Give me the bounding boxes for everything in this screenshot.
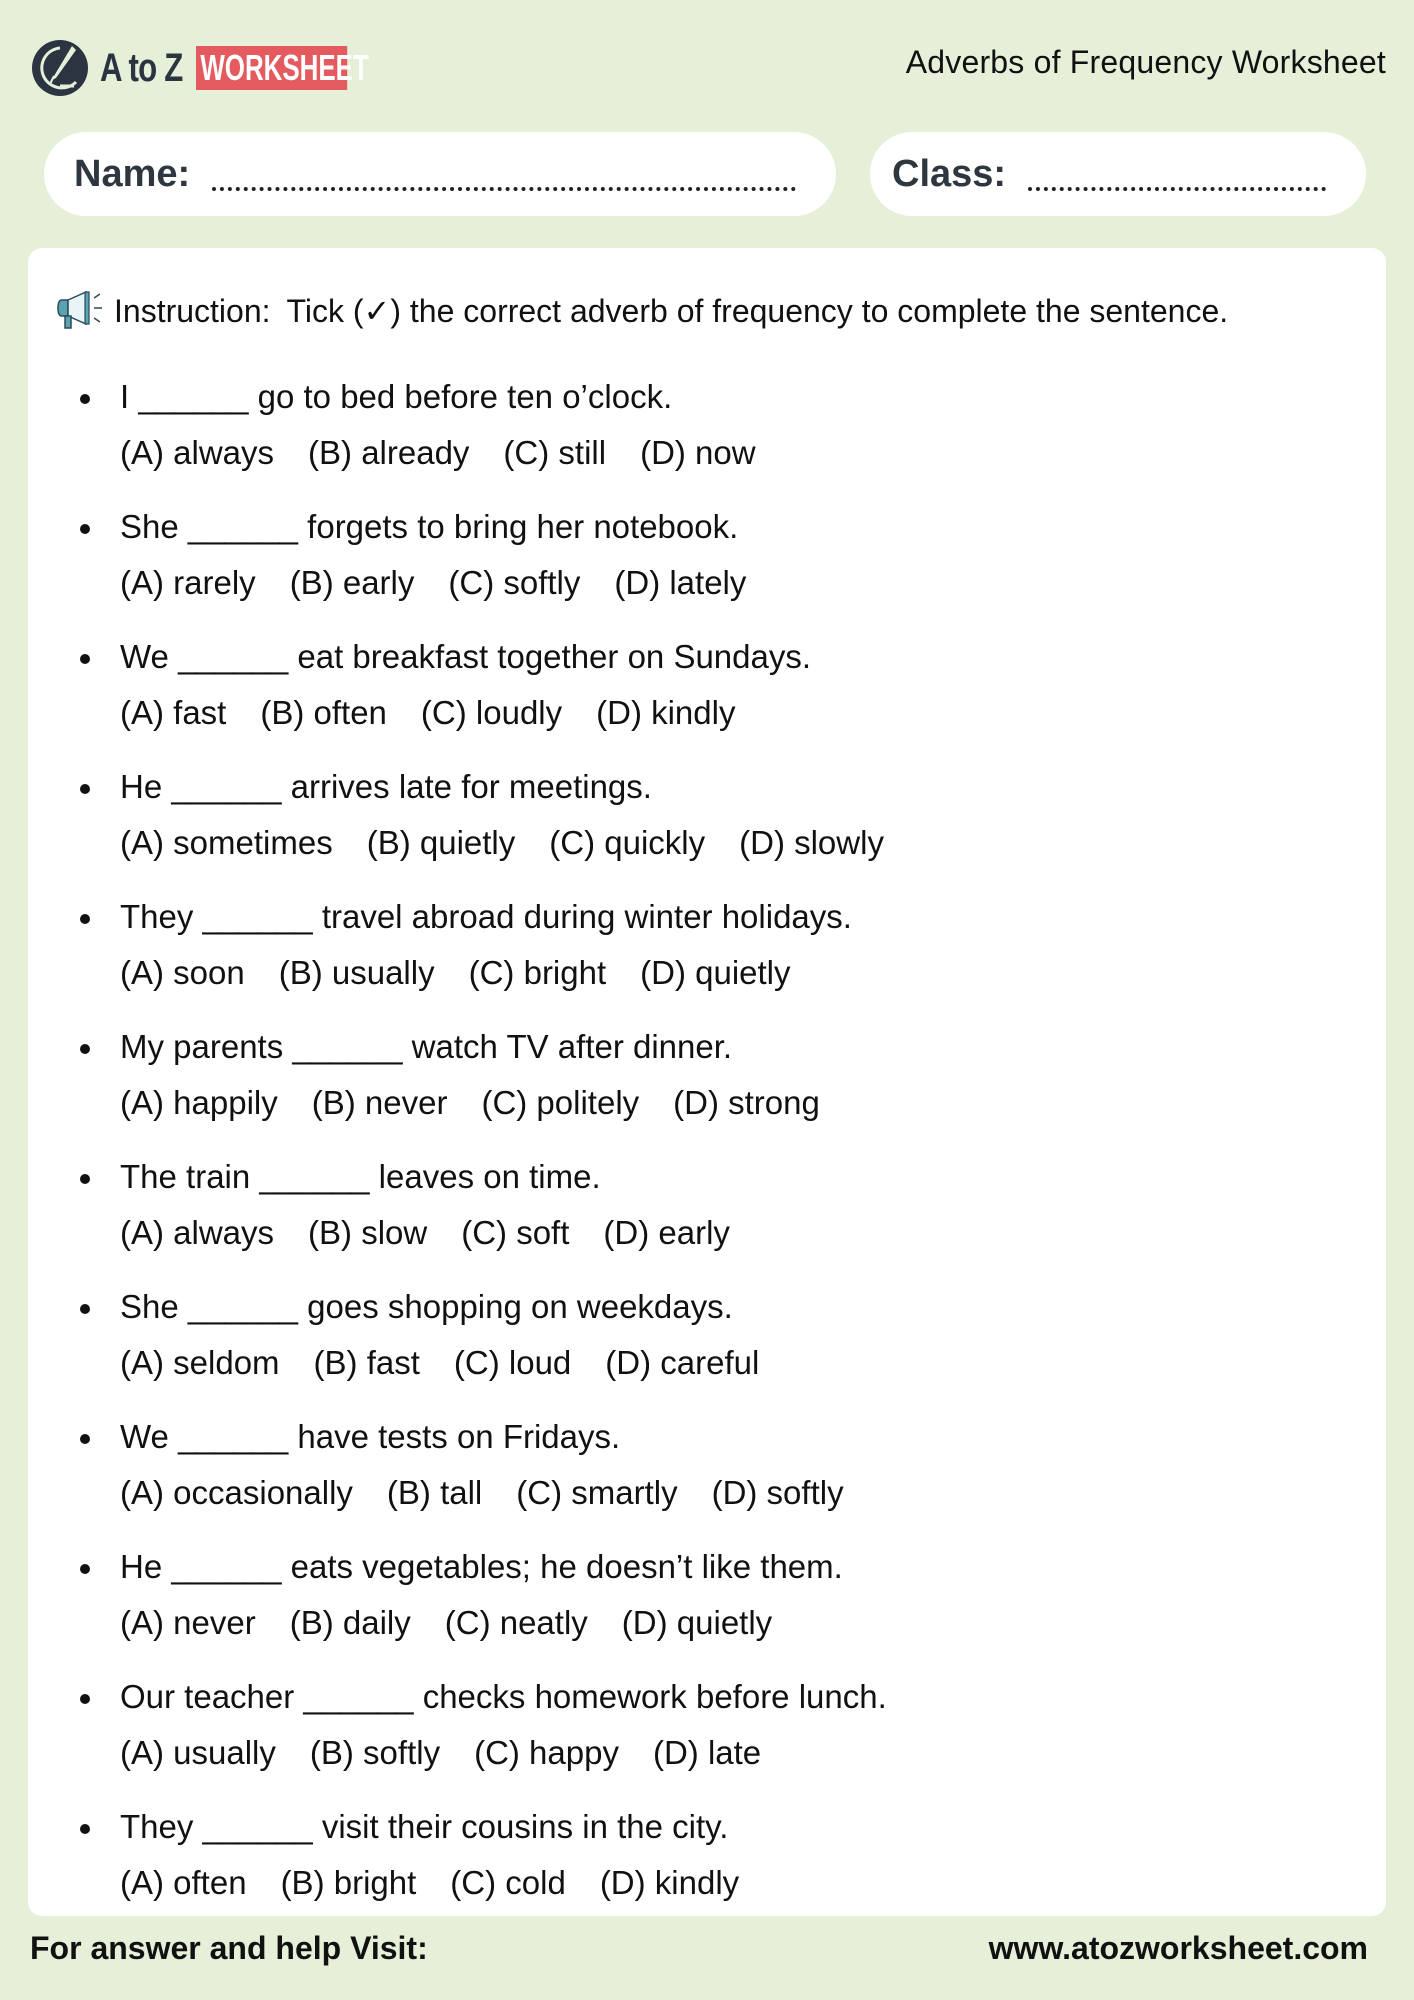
option-d[interactable]: (D) late xyxy=(652,1734,762,1771)
option-row xyxy=(120,950,825,996)
bullet-icon xyxy=(80,524,90,534)
option-b[interactable]: (B) early xyxy=(289,564,415,601)
option-d[interactable]: (D) slowly xyxy=(739,824,884,861)
footer-help-text: For answer and help Visit: xyxy=(30,1930,428,1966)
question-item xyxy=(80,1804,1360,1934)
option-d[interactable]: (D) strong xyxy=(673,1084,820,1121)
name-field[interactable] xyxy=(44,132,836,216)
option-c[interactable]: (C) softly xyxy=(448,564,581,601)
class-label: Class: xyxy=(892,152,1007,195)
question-sentence: The train ______ leaves on time. xyxy=(120,1158,601,1195)
option-d[interactable]: (D) lately xyxy=(614,564,747,601)
worksheet-card xyxy=(28,248,1386,1916)
option-row xyxy=(120,1340,793,1386)
option-c[interactable]: (C) bright xyxy=(468,954,607,991)
option-row xyxy=(120,1860,773,1906)
option-b[interactable]: (B) never xyxy=(311,1084,448,1121)
instruction xyxy=(56,288,1336,334)
option-c[interactable]: (C) quickly xyxy=(549,824,706,861)
question-item xyxy=(80,1414,1360,1544)
option-b[interactable]: (B) already xyxy=(308,434,470,471)
question-item xyxy=(80,1674,1360,1804)
question-item xyxy=(80,1284,1360,1414)
class-field[interactable] xyxy=(870,132,1366,216)
question-item xyxy=(80,894,1360,1024)
option-b[interactable]: (B) fast xyxy=(313,1344,420,1381)
class-input-line[interactable] xyxy=(1028,187,1326,191)
option-a[interactable]: (A) occasionally xyxy=(120,1474,353,1511)
question-item xyxy=(80,374,1360,504)
option-row xyxy=(120,560,780,606)
name-label: Name: xyxy=(74,152,191,195)
option-a[interactable]: (A) rarely xyxy=(120,564,256,601)
bullet-icon xyxy=(80,1824,90,1834)
question-sentence: My parents ______ watch TV after dinner. xyxy=(120,1028,733,1065)
question-sentence: We ______ eat breakfast together on Sundays. xyxy=(120,638,812,675)
option-c[interactable]: (C) still xyxy=(503,434,607,471)
option-c[interactable]: (C) neatly xyxy=(444,1604,588,1641)
question-sentence: They ______ visit their cousins in the city. xyxy=(120,1808,729,1845)
option-c[interactable]: (C) loudly xyxy=(420,694,563,731)
question-sentence: I ______ go to bed before ten o’clock. xyxy=(120,378,673,415)
option-c[interactable]: (C) cold xyxy=(450,1864,566,1901)
question-sentence: We ______ have tests on Fridays. xyxy=(120,1418,621,1455)
option-d[interactable]: (D) kindly xyxy=(599,1864,740,1901)
option-c[interactable]: (C) smartly xyxy=(516,1474,678,1511)
bullet-icon xyxy=(80,1564,90,1574)
bullet-icon xyxy=(80,1304,90,1314)
option-row xyxy=(120,430,790,476)
question-sentence: She ______ goes shopping on weekdays. xyxy=(120,1288,733,1325)
option-d[interactable]: (D) careful xyxy=(605,1344,760,1381)
question-item xyxy=(80,1544,1360,1674)
question-sentence: She ______ forgets to bring her notebook. xyxy=(120,508,739,545)
bullet-icon xyxy=(80,784,90,794)
option-row xyxy=(120,1600,806,1646)
option-b[interactable]: (B) slow xyxy=(308,1214,428,1251)
question-item xyxy=(80,1154,1360,1284)
option-a[interactable]: (A) usually xyxy=(120,1734,276,1771)
option-a[interactable]: (A) seldom xyxy=(120,1344,280,1381)
option-a[interactable]: (A) always xyxy=(120,1214,275,1251)
question-item xyxy=(80,504,1360,634)
option-row xyxy=(120,820,918,866)
question-item xyxy=(80,634,1360,764)
bullet-icon xyxy=(80,914,90,924)
worksheet-title: Adverbs of Frequency Worksheet xyxy=(905,44,1386,80)
option-row xyxy=(120,1730,795,1776)
option-row xyxy=(120,1210,764,1256)
bullet-icon xyxy=(80,1694,90,1704)
page-header xyxy=(0,0,1414,130)
option-b[interactable]: (B) often xyxy=(260,694,387,731)
bullet-icon xyxy=(80,1044,90,1054)
megaphone-icon xyxy=(56,286,106,332)
option-c[interactable]: (C) soft xyxy=(461,1214,570,1251)
option-a[interactable]: (A) often xyxy=(120,1864,247,1901)
option-a[interactable]: (A) fast xyxy=(120,694,227,731)
option-b[interactable]: (B) quietly xyxy=(366,824,516,861)
pen-nib-logo-icon xyxy=(30,38,90,98)
option-a[interactable]: (A) happily xyxy=(120,1084,278,1121)
question-list xyxy=(80,374,1360,1934)
option-c[interactable]: (C) politely xyxy=(481,1084,640,1121)
question-sentence: Our teacher ______ checks homework before lunch. xyxy=(120,1678,887,1715)
option-d[interactable]: (D) kindly xyxy=(596,694,736,731)
question-item xyxy=(80,764,1360,894)
option-b[interactable]: (B) daily xyxy=(289,1604,411,1641)
option-a[interactable]: (A) never xyxy=(120,1604,256,1641)
bullet-icon xyxy=(80,1174,90,1184)
logo-badge: WORKSHEET xyxy=(196,46,347,90)
question-sentence: He ______ arrives late for meetings. xyxy=(120,768,652,805)
bullet-icon xyxy=(80,654,90,664)
option-d[interactable]: (D) now xyxy=(640,434,756,471)
question-sentence: They ______ travel abroad during winter holidays. xyxy=(120,898,852,935)
option-b[interactable]: (B) bright xyxy=(280,1864,417,1901)
option-d[interactable]: (D) quietly xyxy=(640,954,791,991)
instruction-label: Instruction: xyxy=(114,293,271,329)
option-b[interactable]: (B) tall xyxy=(386,1474,483,1511)
option-a[interactable]: (A) always xyxy=(120,434,275,471)
footer-url-link[interactable]: www.atozworksheet.com xyxy=(988,1930,1368,1966)
option-c[interactable]: (C) happy xyxy=(474,1734,619,1771)
option-row xyxy=(120,1470,878,1516)
option-row xyxy=(120,690,769,736)
bullet-icon xyxy=(80,1434,90,1444)
option-a[interactable]: (A) sometimes xyxy=(120,824,333,861)
option-b[interactable]: (B) softly xyxy=(309,1734,441,1771)
name-input-line[interactable] xyxy=(212,187,796,191)
site-logo[interactable] xyxy=(30,38,406,98)
option-row xyxy=(120,1080,854,1126)
option-d[interactable]: (D) softly xyxy=(711,1474,844,1511)
option-a[interactable]: (A) soon xyxy=(120,954,245,991)
logo-text: A to Z xyxy=(100,45,183,90)
option-b[interactable]: (B) usually xyxy=(278,954,435,991)
instruction-text: Tick (✓) the correct adverb of frequency to complete the sentence. xyxy=(286,293,1229,329)
question-sentence: He ______ eats vegetables; he doesn’t like them. xyxy=(120,1548,843,1585)
option-d[interactable]: (D) early xyxy=(603,1214,730,1251)
bullet-icon xyxy=(80,394,90,404)
option-c[interactable]: (C) loud xyxy=(453,1344,572,1381)
question-item xyxy=(80,1024,1360,1154)
option-d[interactable]: (D) quietly xyxy=(621,1604,773,1641)
